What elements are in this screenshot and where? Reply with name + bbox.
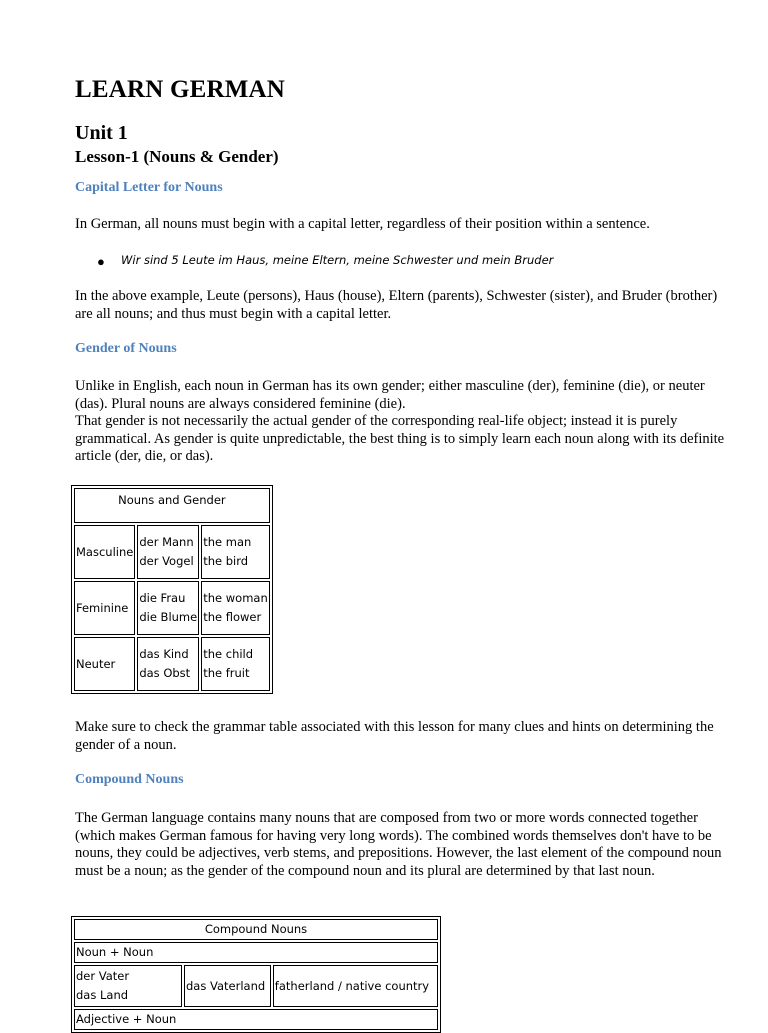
german-noun: der Vogel xyxy=(139,554,194,568)
table-row xyxy=(74,1009,438,1030)
english-cell xyxy=(201,581,270,635)
german-noun: die Blume xyxy=(139,610,198,624)
compound-group-label: Noun + Noun xyxy=(74,942,438,963)
compound-meaning-cell: fatherland / native country xyxy=(273,965,438,1007)
english-translation: the woman xyxy=(203,591,268,605)
german-noun-cell xyxy=(137,525,199,579)
english-cell xyxy=(201,525,270,579)
english-translation: the fruit xyxy=(203,666,250,680)
table-row xyxy=(74,942,438,963)
gender-heading: Gender of Nouns xyxy=(75,341,177,356)
compound-part: der Vater xyxy=(76,969,130,983)
capital-letter-intro: In German, all nouns must begin with a capital letter, regardless of their position within a sentence. xyxy=(75,216,650,232)
compound-nouns-table-header: Compound Nouns xyxy=(74,919,438,940)
capital-letter-explanation: In the above example, Leute (persons), Haus (house), Eltern (parents), Schwester (sister), and Bruder (brother) are all nouns; and thus must begin with a capital letter. xyxy=(75,288,718,322)
table-row xyxy=(74,581,270,635)
gender-cell: Feminine xyxy=(74,581,135,635)
gender-paragraph-1: Unlike in English, each noun in German has its own gender; either masculine (der), feminine (die), or neuter (das). Plural nouns are always considered feminine (die). xyxy=(75,378,705,412)
table-row xyxy=(74,965,438,1007)
english-translation: the bird xyxy=(203,554,249,568)
english-translation: the man xyxy=(203,535,252,549)
english-translation: the child xyxy=(203,647,254,661)
nouns-gender-table-header: Nouns and Gender xyxy=(74,488,270,523)
compound-nouns-paragraph: The German language contains many nouns that are composed from two or more words connected together (which makes German famous for having very long words). The combined words themselves don't have to be nouns, they could be adjectives, verb stems, and prepositions. However, the last element of the compound noun must be a noun; as the gender of the compound noun and its plural are determined by that last noun. xyxy=(75,810,722,879)
lesson-heading: Lesson-1 (Nouns & Gender) xyxy=(75,147,279,166)
german-noun: die Frau xyxy=(139,591,186,605)
compound-group-label: Adjective + Noun xyxy=(74,1009,438,1030)
gender-cell: Masculine xyxy=(74,525,135,579)
german-noun-cell xyxy=(137,637,199,691)
document-title: LEARN GERMAN xyxy=(75,76,286,103)
nouns-gender-table xyxy=(71,485,273,694)
unit-heading: Unit 1 xyxy=(75,122,128,144)
gender-paragraph-2: That gender is not necessarily the actual gender of the corresponding real-life object; instead it is purely grammatical. As gender is quite unpredictable, the best thing is to simply learn each noun along with its definite article (der, die, or das). xyxy=(75,413,725,465)
compound-nouns-heading: Compound Nouns xyxy=(75,772,184,787)
german-noun-cell xyxy=(137,581,199,635)
gender-after-table: Make sure to check the grammar table associated with this lesson for many clues and hints on determining the gender of a noun. xyxy=(75,719,714,753)
gender-cell: Neuter xyxy=(74,637,135,691)
example-sentence: Wir sind 5 Leute im Haus, meine Eltern, meine Schwester und mein Bruder xyxy=(121,253,554,267)
english-translation: the flower xyxy=(203,610,262,624)
compound-nouns-table xyxy=(71,916,441,1033)
table-row xyxy=(74,637,270,691)
compound-parts-cell xyxy=(74,965,182,1007)
german-noun: das Obst xyxy=(139,666,191,680)
compound-result-cell: das Vaterland xyxy=(184,965,271,1007)
german-noun: der Mann xyxy=(139,535,194,549)
compound-part: das Land xyxy=(76,988,129,1002)
table-row xyxy=(74,525,270,579)
english-cell xyxy=(201,637,270,691)
german-noun: das Kind xyxy=(139,647,189,661)
capital-letter-heading: Capital Letter for Nouns xyxy=(75,180,223,195)
bullet-icon: ● xyxy=(97,254,105,269)
